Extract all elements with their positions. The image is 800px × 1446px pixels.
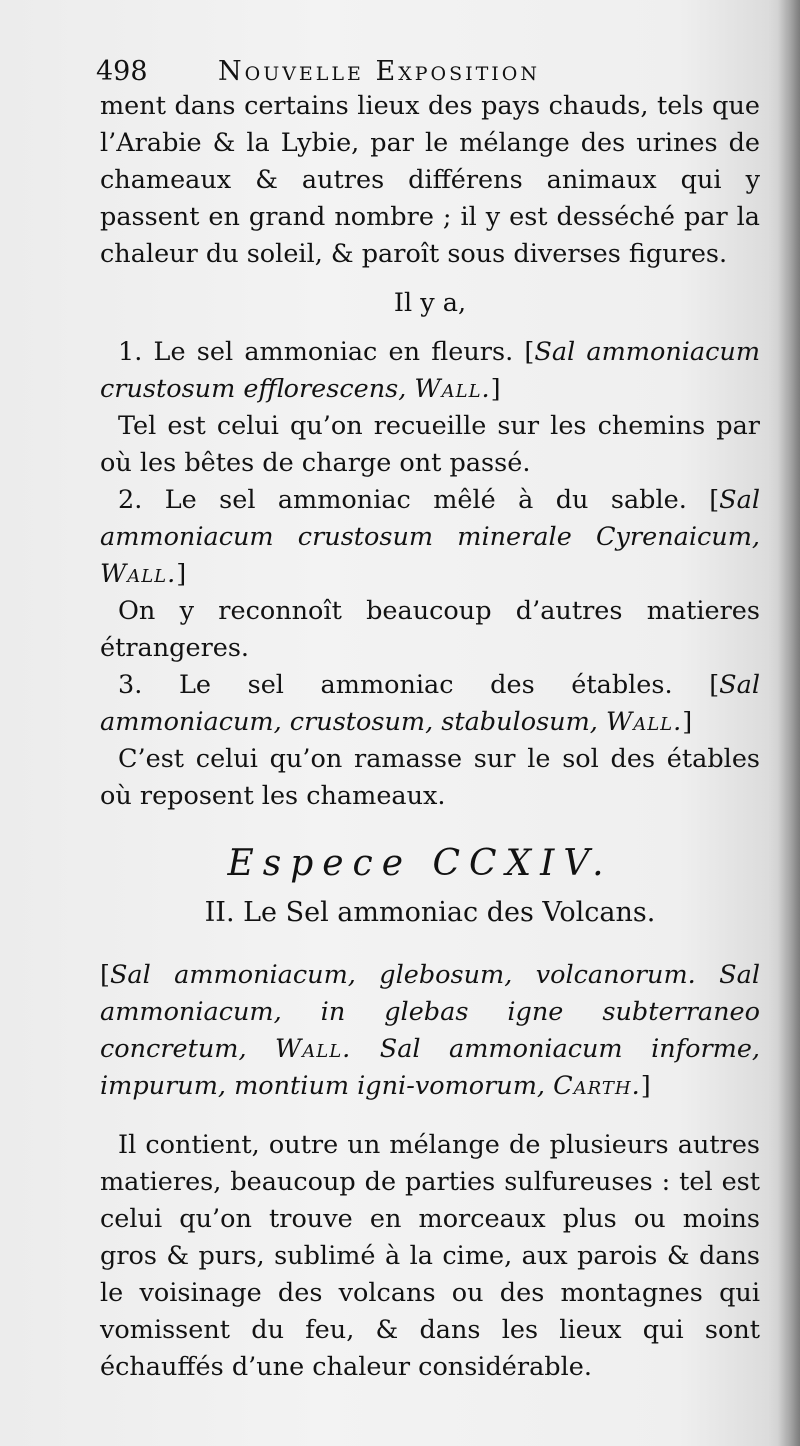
page-number: 498 [96,56,148,87]
page-gutter-shadow [778,0,800,1446]
synonymy-latin-1: Sal ammoniacum, glebosum, volcanorum. Sal ammoniacum, in glebas igne subterraneo concretum, [100,960,760,1064]
synonymy-author-2: Carth. [553,1071,641,1101]
paragraph-final: Il contient, outre un mélange de plusieurs autres matieres, beaucoup de parties sulfureuses : tel est celui qu’on trouve en morceaux plus ou moins gros & purs, sublimé à la cime, aux parois & dans le voisinage des volcans ou des montagnes qui vomissent du feu, & dans les lieux qui sont échauffés d’une chaleur considérable. [100,1130,760,1382]
list-intro: Il y a, [393,288,467,318]
synonymy-close: ] [640,1071,651,1101]
item-3-author: Wall. [605,707,683,737]
species-heading: Espece CCXIV. [227,843,613,884]
item-1-lead: 1. Le sel ammoniac en fleurs. [ [118,337,535,367]
species-title: II. Le Sel ammoniac des Volcans. [204,897,656,928]
item-3-description: C’est celui qu’on ramasse sur le sol des étables où reposent les chameaux. [100,744,760,811]
item-2-author: Wall. [100,559,177,589]
page-body [100,88,760,1386]
item-3 [100,667,760,741]
synonymy-open: [ [100,960,110,990]
synonymy-author-1: Wall. [275,1034,352,1064]
item-3-latin: Sal ammoniacum, crustosum, stabulosum, [100,670,760,737]
item-1-author: Wall. [414,374,491,404]
item-2-lead: 2. Le sel ammoniac mêlé à du sable. [ [118,485,720,515]
item-1-close: ] [490,374,501,404]
running-title: Nouvelle Exposition [218,56,540,87]
item-2-latin: Sal ammoniacum crustosum minerale Cyrenaicum, [100,485,760,552]
item-1-description: Tel est celui qu’on recueille sur les chemins par où les bêtes de charge ont passé. [100,411,760,478]
item-1 [100,334,760,408]
item-3-close: ] [682,707,693,737]
item-2-description: On y reconnoît beaucoup d’autres matieres étrangeres. [100,596,760,663]
synonymy-block [100,957,760,1105]
item-2 [100,482,760,593]
item-2-close: ] [176,559,187,589]
item-1-latin: Sal ammoniacum crustosum efflorescens, [100,337,761,404]
item-3-lead: 3. Le sel ammoniac des étables. [ [118,670,720,700]
paragraph-continuation: ment dans certains lieux des pays chauds, tels que l’Arabie & la Lybie, par le mélange des urines de chameaux & autres différens animaux qui y passent en grand nombre ; il y est desséché par la chaleur du soleil, & paroît sous diverses figures. [100,91,760,269]
synonymy-latin-2: Sal ammoniacum informe, impurum, montium igni-vomorum, [100,1034,761,1101]
